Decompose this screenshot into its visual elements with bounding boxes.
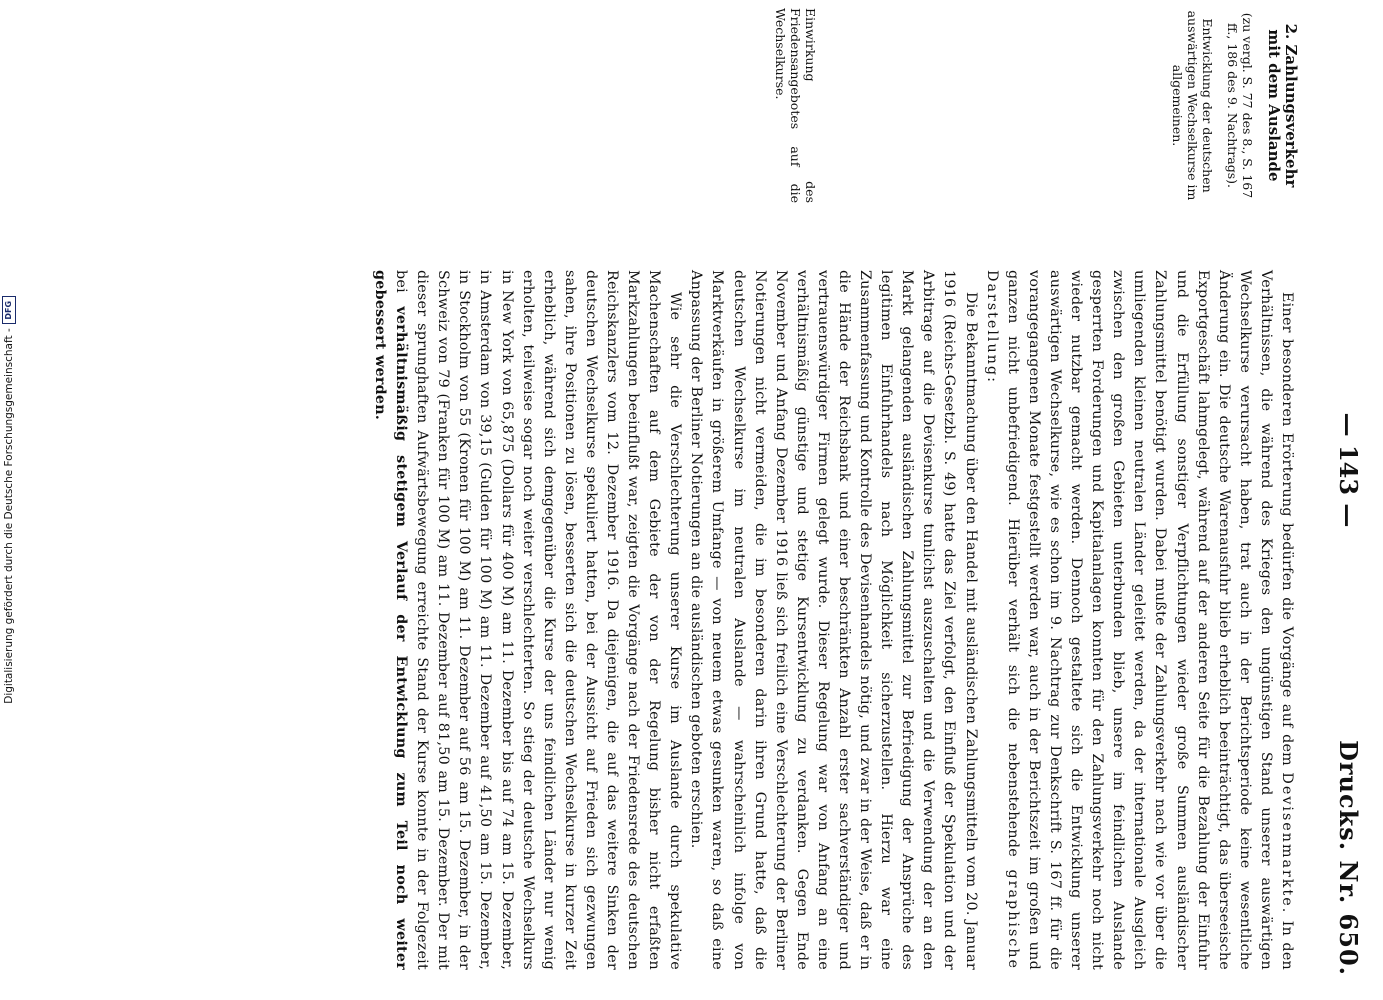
document-reference: Drucks. Nr. 650. [1334,740,1363,976]
dfg-logo-icon: DFG [2,296,16,324]
page-number: — 143 — [1334,412,1363,528]
paragraph-3 [369,270,685,970]
graphische-darstellung-emphasis: graphische Darstellung: [983,270,1021,970]
paragraph-2: Die Bekanntmachung über den Handel mit ausländischen Zahlungsmitteln vom 20. Januar 1916 (Reichs-Gesetzbl. S. 49) hatte das Ziel verfolgt, den Einfluß der Spekulation und der Arbitrage auf die Devisenkurse tunlichst auszuschalten und die Verwendung der an den Markt gelangenden ausländischen Zahlungsmittel zur Befriedigung der Ansprüche des legitimen Einfuhrhandels nach Möglichkeit sicherzustellen. Hierzu war eine Zusammenfassung und Kontrolle des Devisenhandels nötig, und zwar in der Weise, daß er in die Hände der Reichsbank und einer beschränkten Anzahl erster sachverständiger und vertrauenswürdiger Firmen gelegt wurde. Dieser Regelung war von Anfang an eine verhältnismäßig günstige und stetige Kursentwicklung zu verdanken. Gegen Ende November und Anfang Dezember 1916 ließ sich freilich eine Verschlechterung der Berliner Notierungen nicht vermeiden, die im besonderen darin ihren Grund hatte, daß die deutschen Wechselkurse im neutralen Auslande — wahrscheinlich infolge von Marktverkäufen in größerem Umfange — von neuem etwas gesunken waren, so daß eine Anpassung der Berliner Notierungen an die ausländischen geboten erschien. [688,270,979,970]
paragraph-1 [981,270,1297,970]
devisenmarkte-emphasis: Devisenmarkte. [1279,772,1295,915]
margin-note-general: Entwicklung der deutschen auswärtigen Wechselkurse im allgemeinen. [1170,10,1215,201]
section-reference: (zu vergl. S. 77 des 8., S. 167 ff., 186 des 9. Nachtrags). [1225,12,1255,199]
digitization-credit [0,0,18,1000]
section-heading: 2. Zahlungsverkehr mit dem Auslande [1265,23,1300,188]
paragraph-1-start: Einer besonderen Erörterung bedürfen die Vorgänge auf dem [1279,292,1295,773]
page-header [1323,0,1363,1000]
paragraph-3-start: Wie sehr die Verschlechterung unserer Kurse im Auslande durch spekulative Machenschaften auf dem Gebiete der von der Regelung bisher nicht erfaßten Markzahlungen beeinflußt war, zeigten die Vorgänge nach der Friedensrede des deutschen Reichskanzlers vom 12. Dezember 1916. Da diejenigen, die auf das weitere Sinken der deutschen Wechselkurse spekuliert hatten, bei der Aussicht auf Frieden sich gezwungen sahen, ihre Positionen zu lösen, besserten sich die deutschen Wechselkurse in kurzer Zeit erheblich, während sich demgegenüber die Kurse der uns feindlichen Länder nur wenig erholten, teilweise sogar noch weiter verschlechterten. So stieg der deutsche Wechselkurs in New York von 65,875 (Dollars für 400 M) am 11. Dezember bis auf 74 am 15. Dezember, in Amsterdam von 39,15 (Gulden für 100 M) am 11. Dezember auf 41,50 am 15. Dezember, in Stockholm von 55 (Kronen für 100 M) am 11. Dezember auf 56 am 15. Dezember, in der Schweiz von 79 (Franken für 100 M) am 11. Dezember auf 81,50 am 15. Dezember. Der mit dieser sprunghaften Aufwärtsbewegung erreichte Stand der Kurse konnte in der Folgezeit bei [393,270,684,970]
margin-notes [1170,8,1299,203]
margin-note-peace-offer: Einwirkung des Friedensangebotes auf die Wechselkurse. [773,8,818,203]
body-text [369,270,1297,970]
paragraph-1-rest: In den Verhältnissen, die während des Krieges den ungünstigen Stand unserer auswärtigen Wechselkurse verursacht haben, trat auch in der Berichtsperiode keine wesentliche Änderung ein. Die deutsche Warenausfuhr blieb erheblich beeinträchtigt, das überseeische Exportgeschäft lahmgelegt, während auf der anderen Seite für die Bezahlung der Einfuhr und die Erfüllung sonstiger Verpflichtungen wieder große Summen ausländischer Zahlungsmittel benötigt wurden. Dabei mußte der Zahlungsverkehr nach wie vor über die umliegenden kleinen neutralen Länder geleitet werden, da der internationale Ausgleich zwischen den großen Gebieten unterbunden blieb, unsere im feindlichen Auslande gesperrten Forderungen und Kapitalanlagen konnten für den Zahlungsverkehr noch nicht wieder nutzbar gemacht werden. Dennoch gestaltete sich die Entwicklung unserer auswärtigen Wechselkurse, wie es schon im 9. Nachtrag zur Denkschrift S. 167 ff. für die vorangegangenen Monate festgestellt werden war, auch in der Berichtszeit im großen und ganzen nicht unbefriedigend. Hierüber verhält sich die nebenstehende [1004,270,1295,971]
paragraph-3-bold: verhältnismäßig stetigem Verlauf der Entwicklung zum Teil noch weiter gebessert werden. [371,270,410,970]
credit-text: Digitalisierung gefördert durch die Deutsche Forschungsgemeinschaft - [3,328,15,704]
